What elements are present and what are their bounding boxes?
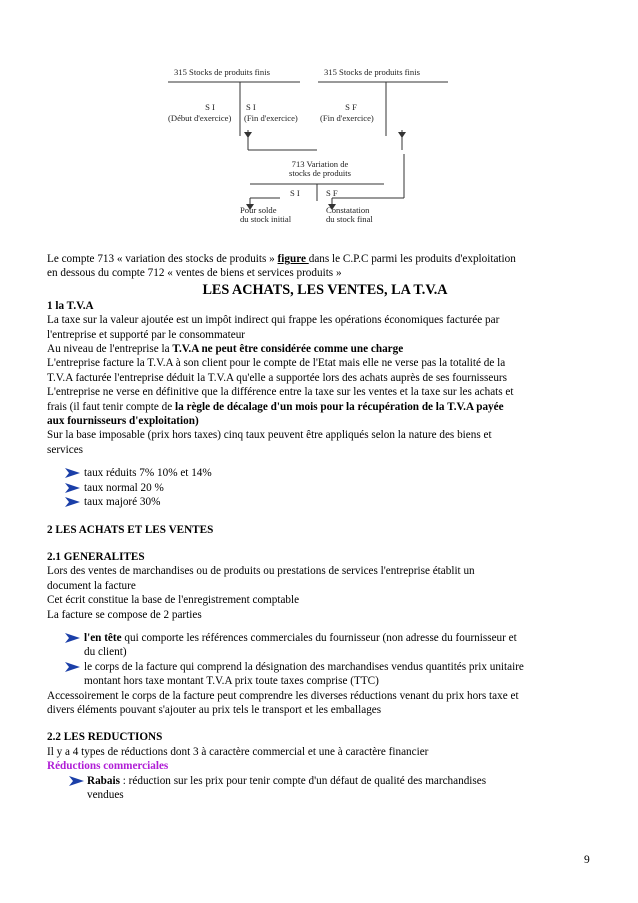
part-body-text: le corps de la facture qui comprend la désignation des marchandises vendus quantités prix unitaire [84,660,524,673]
arrow-bullet-icon [65,497,80,507]
constatation-line2: du stock final [326,214,373,224]
section-2-heading: 2 LES ACHATS ET LES VENTES [47,523,214,536]
si-fin-note: (Fin d'exercice) [244,113,298,123]
tva-line-9: Sur la base imposable (prix hors taxes) cinq taux peuvent être appliqués selon la nature des biens et [47,429,492,442]
pour-solde-line2: du stock initial [240,214,292,224]
si-fin-label: S I [246,102,256,112]
tva-line-7-text: frais (il faut tenir compte de [47,400,175,413]
rabais-definition-cont: vendues [87,789,124,801]
sf-label: S F [345,102,357,112]
part-body-text-cont: montant hors taxe montant T.V.A prix toute taxes comprise (TTC) [84,675,379,688]
tva-line-7 [47,400,603,414]
tva-line-3-text: Au niveau de l'entreprise la [47,343,173,356]
si-debut-note: (Début d'exercice) [168,113,232,123]
section-2-2-heading: 2.2 LES REDUCTIONS [47,731,163,744]
arrow-bullet-icon [65,468,80,478]
document-body [47,252,603,802]
s2-line-1: Lors des ventes de marchandises ou de produits ou prestations de services l'entreprise établit un [47,565,475,578]
rate-increased: taux majoré 30% [84,496,161,509]
s2-line-5: Accessoirement le corps de la facture peut comprendre les diverses réductions venant du prix hors taxe et [47,689,519,702]
tva-line-1: La taxe sur la valeur ajoutée est un impôt indirect qui frappe les opérations économiques facturée par [47,314,500,327]
list-item [47,466,603,480]
stock-variation-diagram [160,58,460,226]
main-title: LES ACHATS, LES VENTES, LA T.V.A [202,281,448,298]
arrow-bullet-icon [65,662,80,672]
reductions-list [47,774,603,803]
arrow-bullet-icon [65,633,80,643]
intro-line-2: en dessous du compte 712 « ventes de biens et services produits » [47,267,342,280]
tva-line-5: T.V.A facturée l'entreprise déduit la T.V.A qu'elle a supportée lors des achats auprès de ses fournisseurs [47,371,507,384]
tva-line-10: services [47,443,84,456]
s2-line-2: document la facture [47,579,136,592]
tva-line-7-bold: la règle de décalage d'un mois pour la récupération de la T.V.A payée [174,400,504,413]
intro-text-end: dans le C.P.C parmi les produits d'exploitation [308,253,516,265]
page-number: 9 [584,854,590,866]
intro-figure-word: figure [277,253,309,265]
s2-line-4: La facture se compose de 2 parties [47,608,202,621]
si-debut-label: S I [205,102,215,112]
sf-note: (Fin d'exercice) [320,113,374,123]
constatation-line1: Constatation [326,205,370,215]
tva-line-4: L'entreprise facture la T.V.A à son client pour le compte de l'Etat mais elle ne verse pas la totalité de la [47,357,506,370]
intro-text: Le compte 713 « variation des stocks de produits » [47,253,278,265]
s2-line-3: Cet écrit constitue la base de l'enregistrement comptable [47,594,300,607]
tva-line-3-bold: T.V.A ne peut être considérée comme une charge [172,343,404,356]
commercial-reductions-title: Réductions commerciales [47,760,169,773]
part-header-text-cont: du client) [84,646,127,659]
part-header-bold: l'en tête [84,631,122,644]
tva-line-2: l'entreprise et supporté par le consommateur [47,328,246,341]
list-item [47,631,603,660]
list-item [47,660,603,689]
rabais-definition: : réduction sur les prix pour tenir compte d'un défaut de qualité des marchandises [119,774,487,787]
account-315-left-title: 315 Stocks de produits finis [174,67,270,77]
arrow-bullet-icon [65,483,80,493]
diagram-lines [160,58,460,226]
rabais-term: Rabais [87,774,120,787]
list-item [47,481,603,495]
rate-normal: taux normal 20 % [84,481,164,494]
s2-line-7: Il y a 4 types de réductions dont 3 à caractère commercial et une à caractère financier [47,745,429,758]
account-713-title-line2: stocks de produits [288,168,352,178]
list-item [47,495,603,509]
si-713-label: S I [290,188,300,198]
tva-line-3 [47,342,603,356]
intro-line-1 [47,252,603,266]
list-item [47,774,603,803]
tva-rates-list [47,466,603,509]
arrow-bullet-icon [69,776,84,786]
pour-solde-line1: Pour solde [240,205,277,215]
rate-reduced: taux réduits 7% 10% et 14% [84,467,212,480]
s2-line-6: divers éléments pouvant s'ajouter au prix tels le transport et les emballages [47,703,382,716]
tva-heading: 1 la T.V.A [47,299,94,312]
part-header-text: qui comporte les références commerciales du fournisseur (non adresse du fournisseur et [121,631,517,644]
sf-713-label: S F [326,188,338,198]
account-315-right-title: 315 Stocks de produits finis [324,67,420,77]
tva-line-6: L'entreprise ne verse en définitive que la différence entre la taxe sur les ventes et la taxe sur les achats et [47,386,514,399]
invoice-parts-list [47,631,603,689]
tva-line-8: aux fournisseurs d'exploitation) [47,415,199,428]
section-2-1-heading: 2.1 GENERALITES [47,550,145,563]
account-713-title-line1: 713 Variation de [291,159,349,169]
